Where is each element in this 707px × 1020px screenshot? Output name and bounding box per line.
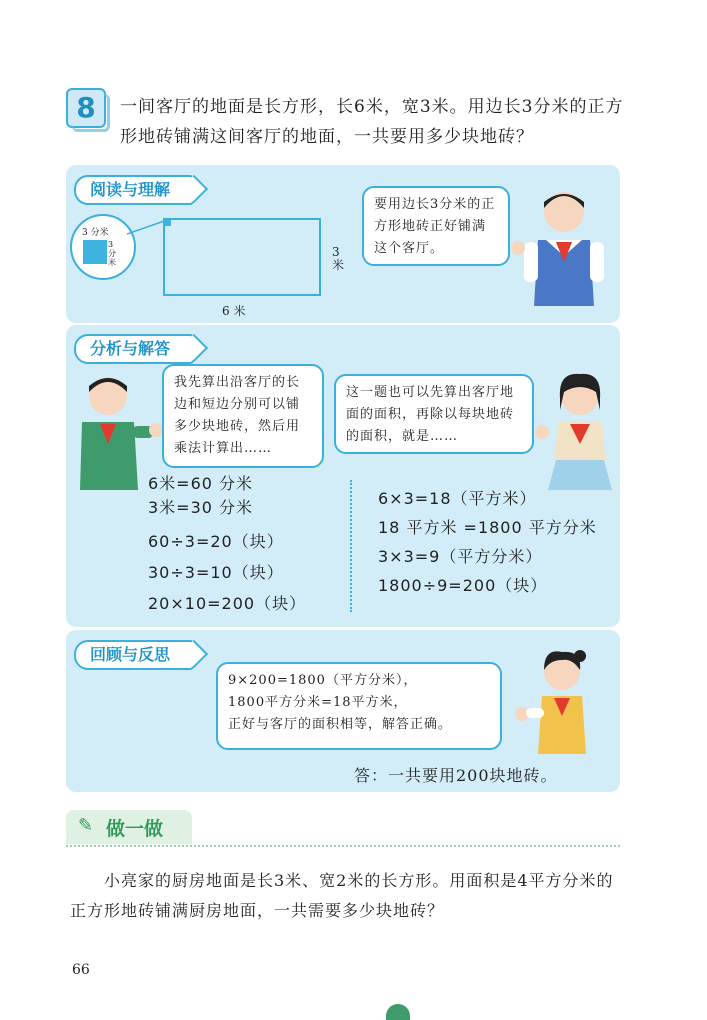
practice-divider: [66, 845, 620, 847]
right-calc-line: 18 平方米 =1800 平方分米: [378, 518, 597, 537]
tile-label-side: 3分米: [108, 240, 116, 267]
answer-text: 答：一共要用200块地砖。: [354, 766, 558, 785]
right-calc-line: 6×3=18（平方米）: [378, 489, 537, 508]
problem-text: 一间客厅的地面是长方形，长6米，宽3米。用边长3分米的正方形地砖铺满这间客厅的地面，一共要用多少块地砖？: [120, 97, 624, 147]
girl-right-character-icon: [534, 372, 620, 492]
page-number: 66: [72, 962, 90, 978]
room-height-label: 3米: [332, 245, 345, 272]
analysis-tag: 分析与解答: [74, 334, 194, 364]
review-line: 1800平方分米=18平方米，: [228, 695, 408, 710]
left-calc-line: 20×10=200（块）: [148, 594, 307, 613]
room-rectangle: [163, 218, 321, 296]
dashed-divider: [350, 480, 352, 612]
pencil-icon: ✎: [78, 815, 94, 836]
reading-speech-bubble: 要用边长3分米的正方形地砖正好铺满这个客厅。: [362, 186, 510, 266]
room-width-label: 6 米: [222, 304, 246, 318]
left-calc-line: 30÷3=10（块）: [148, 563, 284, 582]
boy-character-icon: [508, 186, 618, 316]
tile-square: [83, 240, 107, 264]
practice-text: 小亮家的厨房地面是长3米、宽2米的长方形。用面积是4平方分米的正方形地砖铺满厨房地面，一共需要多少块地砖？: [70, 871, 614, 920]
left-calc-line: 6米=60 分米: [148, 474, 254, 493]
review-tag: 回顾与反思: [74, 640, 194, 670]
reading-tag: 阅读与理解: [74, 175, 194, 205]
left-calc-line: 3米=30 分米: [148, 498, 254, 517]
review-speech-bubble: [216, 662, 502, 750]
review-line: 9×200=1800（平方分米），: [228, 673, 418, 688]
right-calculation: [378, 484, 618, 600]
left-calc-line: 60÷3=20（块）: [148, 532, 284, 551]
review-line: 正好与客厅的面积相等，解答正确。: [228, 717, 453, 732]
tile-label-top: 3 分米: [82, 228, 109, 238]
practice-tag: [66, 810, 192, 844]
problem-number-badge: 8: [66, 88, 106, 128]
right-calc-line: 3×3=9（平方分米）: [378, 547, 543, 566]
analysis-left-bubble: 我先算出沿客厅的长边和短边分别可以铺多少块地砖，然后用乘法计算出……: [162, 364, 324, 468]
left-calculation: [148, 472, 348, 619]
practice-tag-label: 做一做: [106, 818, 164, 840]
analysis-right-bubble: 这一题也可以先算出客厅地面的面积，再除以每块地砖的面积，就是……: [334, 374, 534, 454]
page-bottom-deco: [386, 1004, 410, 1020]
right-calc-line: 1800÷9=200（块）: [378, 576, 548, 595]
girl-review-character-icon: [506, 650, 606, 756]
